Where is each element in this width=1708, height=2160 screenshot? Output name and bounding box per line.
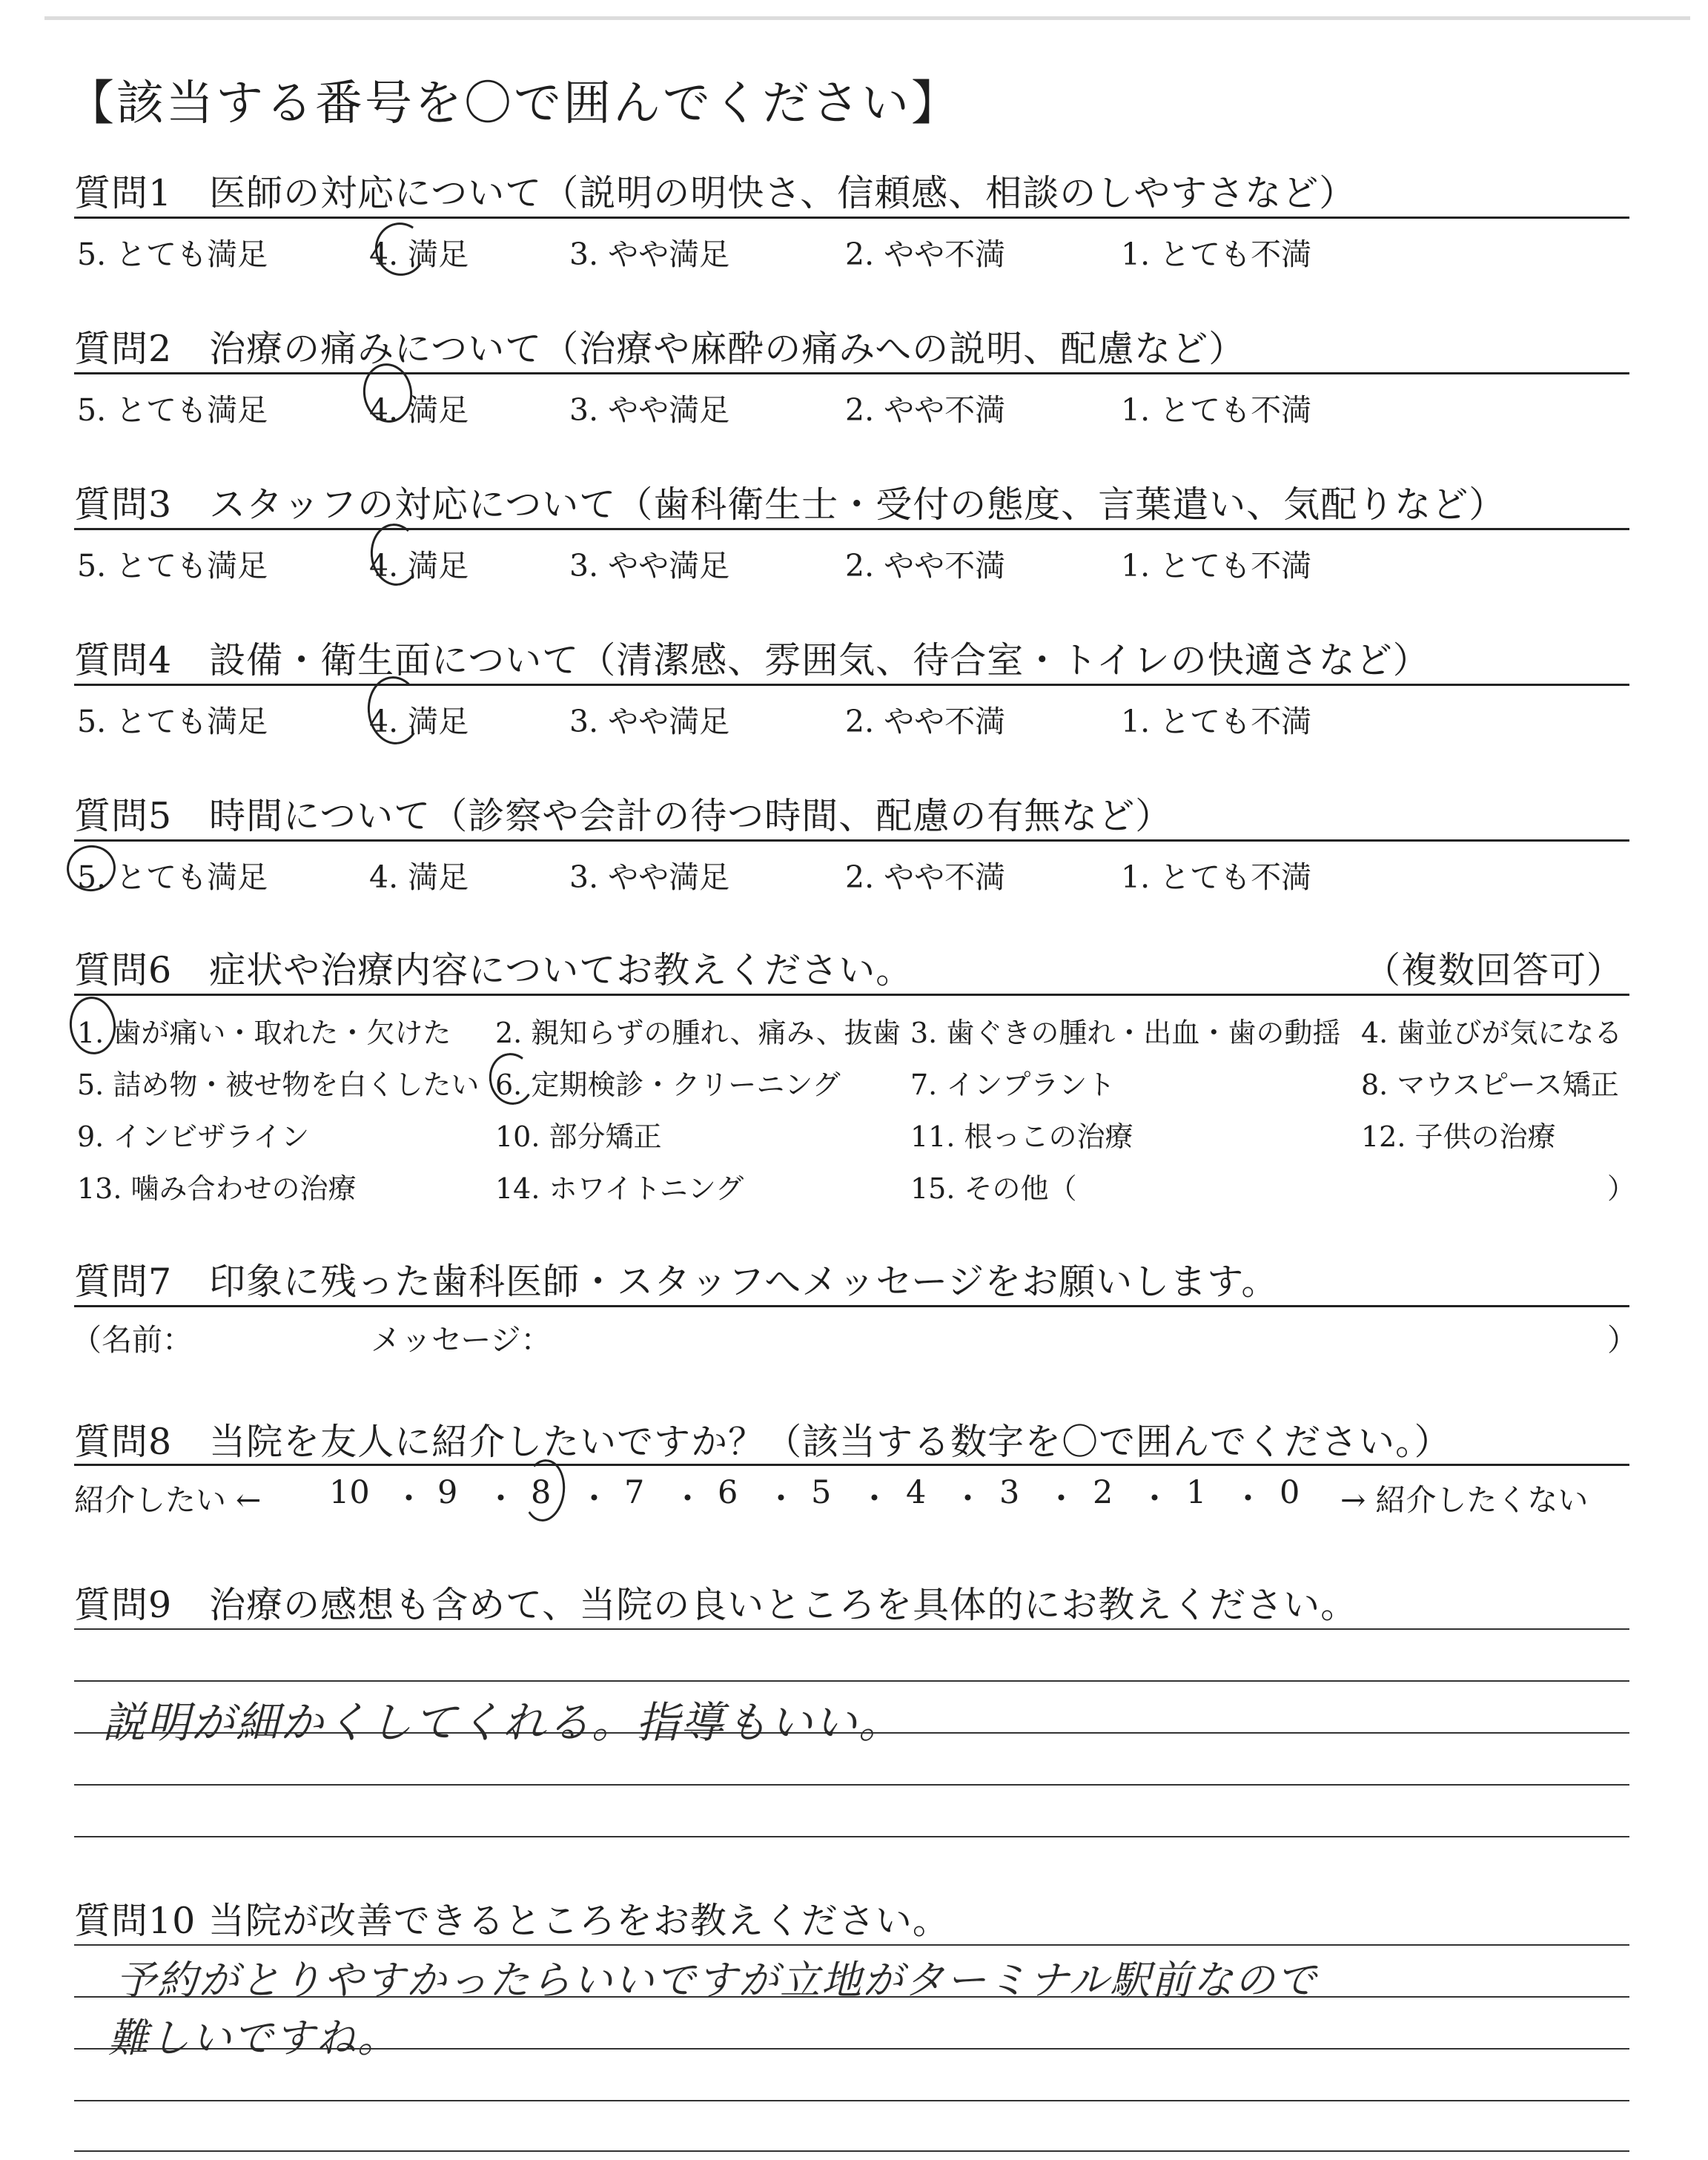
q8-separator: ・ bbox=[393, 1481, 425, 1518]
q8-right-label: → 紹介したくない bbox=[1340, 1482, 1589, 1518]
q8-separator: ・ bbox=[578, 1481, 610, 1518]
q4-option-4[interactable]: 4. 満足 bbox=[369, 704, 469, 739]
q8-separator: ・ bbox=[485, 1481, 517, 1518]
question-1-title: 質問1 医師の対応について（説明の明快さ、信頼感、相談のしやすさなど） bbox=[74, 172, 1357, 214]
question-9-title: 質問9 治療の感想も含めて、当院の良いところを具体的にお教えください。 bbox=[74, 1584, 1358, 1626]
q5-option-1[interactable]: 1. とても不満 bbox=[1121, 859, 1312, 895]
q1-option-3[interactable]: 3. やや満足 bbox=[569, 237, 730, 272]
q9-answer-line-4 bbox=[74, 1784, 1629, 1786]
q4-option-1[interactable]: 1. とても不満 bbox=[1121, 704, 1312, 739]
q1-option-1[interactable]: 1. とても不満 bbox=[1121, 237, 1312, 272]
q8-score-6[interactable]: 6 bbox=[718, 1474, 738, 1511]
q2-option-5[interactable]: 5. とても満足 bbox=[77, 392, 268, 428]
q8-score-5[interactable]: 5 bbox=[811, 1474, 832, 1511]
question-6-rule bbox=[74, 994, 1629, 996]
question-4-rule bbox=[74, 684, 1629, 686]
q2-option-3[interactable]: 3. やや満足 bbox=[569, 392, 730, 428]
q6-option-6[interactable]: 6. 定期検診・クリーニング bbox=[495, 1069, 841, 1101]
q6-option-13[interactable]: 13. 噛み合わせの治療 bbox=[77, 1172, 357, 1205]
q10-answer-line-4 bbox=[74, 2100, 1629, 2101]
q1-option-4[interactable]: 4. 満足 bbox=[369, 237, 469, 272]
q6-option-7[interactable]: 7. インプラント bbox=[910, 1069, 1116, 1101]
q6-option-2[interactable]: 2. 親知らずの腫れ、痛み、抜歯 bbox=[495, 1017, 901, 1049]
q8-score-1[interactable]: 1 bbox=[1186, 1474, 1207, 1511]
q9-answer-line-2 bbox=[74, 1680, 1629, 1682]
q8-left-label: 紹介したい ← bbox=[74, 1482, 262, 1518]
question-3-rule bbox=[74, 528, 1629, 530]
q1-option-2[interactable]: 2. やや不満 bbox=[845, 237, 1006, 272]
q8-separator: ・ bbox=[858, 1481, 890, 1518]
question-8-title: 質問8 当院を友人に紹介したいですか？（該当する数字を〇で囲んでください。） bbox=[74, 1421, 1452, 1463]
q3-option-2[interactable]: 2. やや不満 bbox=[845, 548, 1006, 584]
page-top-border bbox=[44, 16, 1690, 20]
q4-option-3[interactable]: 3. やや満足 bbox=[569, 704, 730, 739]
q5-option-2[interactable]: 2. やや不満 bbox=[845, 859, 1006, 895]
q7-close-paren: ） bbox=[1607, 1322, 1638, 1358]
q7-name-label[interactable]: （名前： bbox=[71, 1322, 193, 1358]
q2-option-4[interactable]: 4. 満足 bbox=[369, 392, 469, 428]
question-5-title: 質問5 時間について（診察や会計の待つ時間、配慮の有無など） bbox=[74, 795, 1173, 837]
q6-option-5[interactable]: 5. 詰め物・被せ物を白くしたい bbox=[77, 1069, 480, 1101]
q8-score-2[interactable]: 2 bbox=[1093, 1474, 1113, 1511]
q6-option-1[interactable]: 1. 歯が痛い・取れた・欠けた bbox=[77, 1017, 451, 1049]
q8-separator: ・ bbox=[672, 1481, 704, 1518]
q3-option-3[interactable]: 3. やや満足 bbox=[569, 548, 730, 584]
question-6-title: 質問6 症状や治療内容についてお教えください。 bbox=[74, 949, 913, 991]
q9-handwritten-answer[interactable]: 説明が細かくしてくれる。指導もいい。 bbox=[102, 1697, 904, 1748]
q6-option-3[interactable]: 3. 歯ぐきの腫れ・出血・歯の動揺 bbox=[910, 1017, 1341, 1049]
q10-handwritten-answer-line-1[interactable]: 予約がとりやすかったらいいですが立地がターミナル駅前なので bbox=[116, 1957, 1318, 2004]
q6-option-14[interactable]: 14. ホワイトニング bbox=[495, 1172, 744, 1205]
q5-option-5[interactable]: 5. とても満足 bbox=[77, 859, 268, 895]
q2-option-2[interactable]: 2. やや不満 bbox=[845, 392, 1006, 428]
q5-option-4[interactable]: 4. 満足 bbox=[369, 859, 469, 895]
q3-option-4[interactable]: 4. 満足 bbox=[369, 548, 469, 584]
q8-score-9[interactable]: 9 bbox=[437, 1474, 458, 1511]
q6-option-10[interactable]: 10. 部分矯正 bbox=[495, 1120, 662, 1153]
q4-option-5[interactable]: 5. とても満足 bbox=[77, 704, 268, 739]
question-3-title: 質問3 スタッフの対応について（歯科衛生士・受付の態度、言葉遣い、気配りなど） bbox=[74, 483, 1506, 526]
instruction-heading: 【該当する番号を〇で囲んでください】 bbox=[67, 76, 961, 131]
q2-option-1[interactable]: 1. とても不満 bbox=[1121, 392, 1312, 428]
q9-answer-line-1 bbox=[74, 1628, 1629, 1630]
q6-option-12[interactable]: 12. 子供の治療 bbox=[1361, 1120, 1556, 1153]
q8-separator: ・ bbox=[1045, 1481, 1077, 1518]
question-8-rule bbox=[74, 1464, 1629, 1466]
q8-score-4[interactable]: 4 bbox=[906, 1474, 927, 1511]
question-7-title: 質問7 印象に残った歯科医師・スタッフへメッセージをお願いします。 bbox=[74, 1261, 1279, 1303]
q6-option-15-close: ） bbox=[1607, 1172, 1636, 1205]
q7-message-label[interactable]: メッセージ： bbox=[371, 1322, 552, 1358]
q6-option-11[interactable]: 11. 根っこの治療 bbox=[910, 1120, 1133, 1153]
q1-option-5[interactable]: 5. とても満足 bbox=[77, 237, 268, 272]
question-2-title: 質問2 治療の痛みについて（治療や麻酔の痛みへの説明、配慮など） bbox=[74, 328, 1246, 370]
q6-option-15[interactable]: 15. その他（ bbox=[910, 1172, 1077, 1205]
question-4-title: 質問4 設備・衛生面について（清潔感、雰囲気、待合室・トイレの快適さなど） bbox=[74, 639, 1430, 681]
q8-score-10[interactable]: 10 bbox=[329, 1474, 370, 1511]
q5-option-3[interactable]: 3. やや満足 bbox=[569, 859, 730, 895]
question-1-rule bbox=[74, 217, 1629, 219]
q8-separator: ・ bbox=[952, 1481, 984, 1518]
q4-option-2[interactable]: 2. やや不満 bbox=[845, 704, 1006, 739]
q8-score-7[interactable]: 7 bbox=[624, 1474, 645, 1511]
question-2-rule bbox=[74, 372, 1629, 374]
q10-answer-line-1 bbox=[74, 1944, 1629, 1946]
q3-option-5[interactable]: 5. とても満足 bbox=[77, 548, 268, 584]
question-7-rule bbox=[74, 1305, 1629, 1307]
q6-option-4[interactable]: 4. 歯並びが気になる bbox=[1361, 1017, 1623, 1049]
question-10-title: 質問10 当院が改善できるところをお教えください。 bbox=[74, 1900, 950, 1942]
q6-option-8[interactable]: 8. マウスピース矯正 bbox=[1361, 1069, 1619, 1101]
q8-separator: ・ bbox=[1232, 1481, 1264, 1518]
q3-option-1[interactable]: 1. とても不満 bbox=[1121, 548, 1312, 584]
question-6-multiple-note: （複数回答可） bbox=[1364, 949, 1624, 991]
q9-answer-line-5 bbox=[74, 1836, 1629, 1837]
q8-separator: ・ bbox=[765, 1481, 797, 1518]
q8-separator: ・ bbox=[1139, 1481, 1171, 1518]
question-5-rule bbox=[74, 839, 1629, 842]
q10-answer-line-5 bbox=[74, 2150, 1629, 2152]
q8-score-0[interactable]: 0 bbox=[1280, 1474, 1300, 1511]
q6-option-9[interactable]: 9. インビザライン bbox=[77, 1120, 310, 1153]
q8-score-8[interactable]: 8 bbox=[531, 1474, 552, 1511]
q8-selection-circle bbox=[520, 1457, 568, 1523]
q8-score-3[interactable]: 3 bbox=[999, 1474, 1020, 1511]
q10-handwritten-answer-line-2[interactable]: 難しいですね。 bbox=[108, 2015, 399, 2061]
